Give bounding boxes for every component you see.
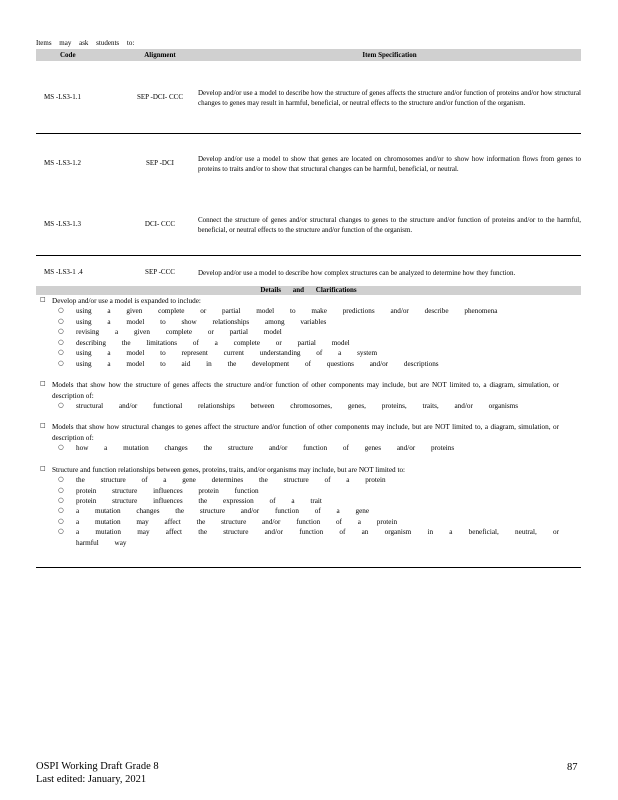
row-spec [198, 255, 581, 289]
square-bullet-icon: □ [40, 464, 46, 472]
spec-text: Connect the structure of genes and/or structural changes to genes to the structure and/or function of proteins and/or to the harmful, beneficial, or neutral effects to the structure and/or function of the organism. [198, 215, 581, 234]
table-row [36, 133, 581, 193]
spec-text: Develop and/or use a model to show that genes are located on chromosomes and/or to show how information flows from genes to proteins to traits and/or to show that structural changes can be harmful, beneficial, or neutral. [198, 155, 581, 174]
header-alignment: Alignment [122, 49, 198, 61]
circle-bullet-icon: ○ [58, 496, 64, 504]
row-alignment: SEP -DCI- CCC [122, 61, 198, 133]
table-header-row [36, 49, 581, 61]
row-code: MS -LS3-1 .4 [36, 255, 122, 289]
list-item: ○ using a model to represent current understanding of a system [58, 348, 378, 358]
row-spec [198, 193, 581, 255]
row-alignment: SEP -CCC [122, 255, 198, 289]
details-lead: Develop and/or use a model is expanded to include: [52, 297, 201, 305]
list-item: ○ using a model to aid in the development of questions and/or descriptions [58, 358, 439, 368]
details-lead: Structure and function relationships between genes, proteins, traits, and/or organisms may include, but are NOT limited to: [52, 465, 406, 474]
list-item: ○ protein structure influences the expression of a trait [58, 496, 322, 505]
circle-bullet-icon: ○ [58, 443, 64, 452]
square-bullet-icon: □ [40, 296, 46, 303]
list-item: ○ using a model to show relationships among variables [58, 316, 327, 326]
list-item: ○ a mutation changes the structure and/or function of a gene [58, 506, 370, 516]
list-item: ○ revising a given complete or partial model [58, 327, 282, 337]
row-spec [198, 133, 581, 193]
footer-doc-title: OSPI Working Draft Grade 8 [36, 761, 159, 772]
circle-bullet-icon: ○ [58, 527, 64, 536]
details-section [36, 296, 581, 568]
table-row [36, 61, 581, 133]
table-row [36, 193, 581, 255]
footer-edited-date: Last edited: January, 2021 [36, 774, 147, 785]
table-row [36, 255, 581, 289]
spec-text: Develop and/or use a model to describe how complex structures can be analyzed to determine how they function. [198, 269, 516, 277]
circle-bullet-icon: ○ [58, 348, 64, 357]
intro-text: Items may ask students to: [36, 39, 135, 47]
row-alignment: SEP -DCI [146, 159, 174, 168]
details-lead: Models that show how the structure of genes affects the structure and/or function of other components may include, but are NOT limited to, a diagram, simulation, or description of: [52, 381, 559, 400]
circle-bullet-icon: ○ [58, 327, 64, 336]
list-item: ○ how a mutation changes the structure and/or function of genes and/or proteins [58, 443, 455, 453]
circle-bullet-icon: ○ [58, 516, 64, 525]
details-header: Details and Clarifications [36, 286, 581, 295]
list-item: ○ the structure of a gene determines the structure of a protein [58, 475, 386, 485]
details-group [36, 465, 581, 549]
header-code: Code [36, 49, 122, 61]
row-code: MS -LS3-1.3 [36, 193, 122, 255]
page-footer [36, 760, 159, 786]
circle-bullet-icon: ○ [58, 400, 64, 409]
row-alignment: DCI- CCC [122, 193, 198, 255]
details-lead: Models that show how structural changes to genes affect the structure and/or function of other components may include, but are NOT limited to, a diagram, simulation, or description of: [52, 423, 559, 442]
header-spec: Item Specification [198, 49, 581, 61]
circle-bullet-icon: ○ [58, 306, 64, 315]
list-item: ○ using a given complete or partial model to make predictions and/or describe phenomena [58, 306, 498, 316]
row-spec [198, 61, 581, 133]
page-number: 87 [567, 762, 578, 773]
item-spec-table [36, 49, 581, 290]
circle-bullet-icon: ○ [58, 485, 64, 494]
circle-bullet-icon: ○ [58, 358, 64, 367]
list-item: ○ protein structure influences protein function [58, 485, 259, 495]
list-item: ○ a mutation may affect the structure and/or function of a protein [58, 516, 398, 526]
circle-bullet-icon: ○ [58, 506, 64, 515]
square-bullet-icon: □ [40, 380, 46, 388]
square-bullet-icon: □ [40, 422, 46, 430]
details-group [36, 422, 581, 453]
list-item: ○ structural and/or functional relationships between chromosomes, genes, proteins, traits, and/or organisms [58, 400, 519, 410]
circle-bullet-icon: ○ [58, 316, 64, 325]
details-group [36, 296, 581, 369]
circle-bullet-icon: ○ [58, 475, 64, 484]
list-item: ○ describing the limitations of a complete or partial model [58, 337, 350, 347]
row-code: MS -LS3-1.2 [44, 159, 81, 168]
circle-bullet-icon: ○ [58, 337, 64, 346]
row-code: MS -LS3-1.1 [36, 61, 122, 133]
details-group [36, 380, 581, 411]
spec-text: Develop and/or use a model to describe how the structure of genes affects the structure and/or function of proteins and/or how structural changes to genes may result in harmful, beneficial, or neutral effects to the structure and/or function of the organism. [198, 88, 581, 107]
list-item: ○ a mutation may affect the structure and/or function of an organism in a beneficial, neutral, or harmful way [58, 527, 559, 547]
